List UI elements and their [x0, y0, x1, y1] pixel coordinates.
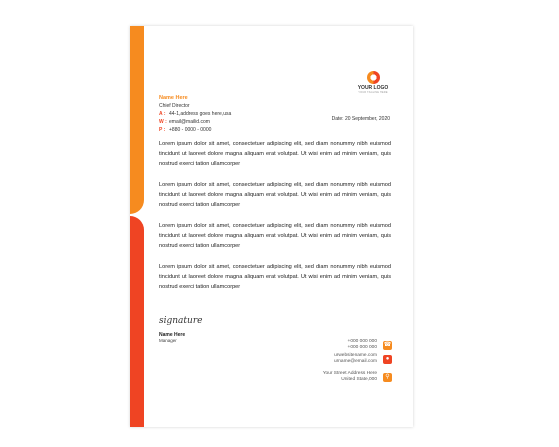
signatory-role: Manager [159, 338, 177, 343]
sender-web: W : email@mailid.com [159, 119, 210, 125]
paragraph: Lorem ipsum dolor sit amet, consectetuer adipiscing elit, sed diam nonummy nibh euismod tincidunt ut laoreet dolore magna aliquam erat volutpat. Ut wisi enim ad minim veniam, quis nostrud exerci tation ullamcorper [159, 141, 391, 168]
city-address: United State,000 [341, 377, 377, 382]
red-side-bar [130, 216, 144, 427]
phone-icon: ☎ [383, 341, 392, 348]
globe-icon: ● [383, 355, 392, 364]
signature-script: signature [159, 316, 203, 326]
sender-name: Name Here [159, 95, 188, 101]
sender-block [159, 94, 231, 134]
location-pin-icon: ⚲ [383, 373, 392, 382]
logo-text: YOUR LOGO [357, 85, 389, 91]
sender-address: A : 44-1,address goes here,usa [159, 111, 232, 117]
paragraph: Lorem ipsum dolor sit amet, consectetuer adipiscing elit, sed diam nonummy nibh euismod tincidunt ut laoreet dolore magna aliquam erat volutpat. Ut wisi enim ad minim veniam, quis nostrud exerci tation ullamcorper [159, 182, 391, 209]
phone-number-2: +000 000 000 [347, 345, 377, 350]
orange-side-bar [130, 26, 144, 214]
company-logo [353, 71, 393, 94]
contact-web [272, 353, 392, 365]
letter-date: Date: 20 September, 2020 [331, 116, 390, 122]
email: urname@email.com [334, 359, 377, 364]
letterhead-page [130, 26, 413, 427]
phone-number-1: +000 000 000 [347, 339, 377, 344]
street-address: Your Street Address Here [322, 371, 377, 376]
contact-phone [272, 339, 392, 351]
website: urwebsitename.com [334, 353, 377, 358]
contact-address [272, 371, 392, 383]
paragraph: Lorem ipsum dolor sit amet, consectetuer adipiscing elit, sed diam nonummy nibh euismod tincidunt ut laoreet dolore magna aliquam erat volutpat. Ut wisi enim ad minim veniam, quis nostrud exerci tation ullamcorper [159, 264, 391, 291]
logo-mark-icon [367, 71, 380, 84]
letter-body [159, 139, 391, 303]
sender-phone: P : +880 - 0000 - 0000 [159, 127, 212, 133]
sender-title: Chief Director [159, 103, 190, 109]
logo-tagline: YOUR TAGLINE HERE [358, 91, 388, 94]
paragraph: Lorem ipsum dolor sit amet, consectetuer adipiscing elit, sed diam nonummy nibh euismod tincidunt ut laoreet dolore magna aliquam erat volutpat. Ut wisi enim ad minim veniam, quis nostrud exerci tation ullamcorper [159, 223, 391, 250]
signatory-name: Name Here [159, 332, 186, 338]
